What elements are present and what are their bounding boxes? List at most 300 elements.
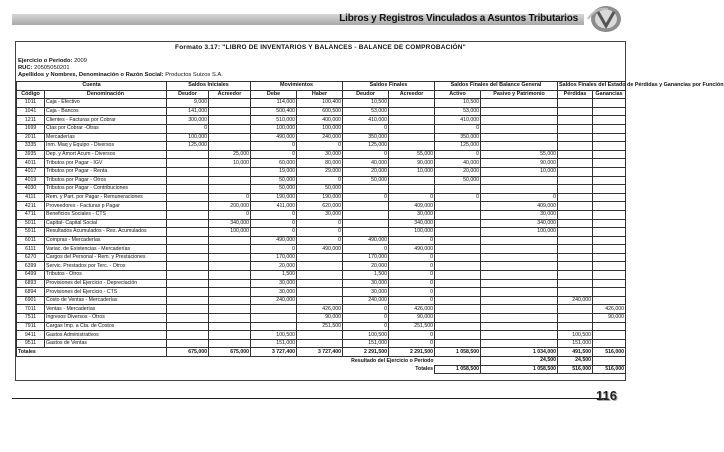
final-total-cell: 516,000 bbox=[593, 365, 626, 374]
amount-cell bbox=[209, 305, 251, 314]
period-value: 2009 bbox=[74, 58, 87, 64]
account-name: Tributos por Pagar - IGV bbox=[45, 159, 167, 168]
amount-cell: 10,000 bbox=[389, 167, 435, 176]
account-name: Inm. Maq y Equipo - Diversos bbox=[45, 142, 167, 151]
amount-cell bbox=[167, 193, 209, 202]
amount-cell: 0 bbox=[435, 124, 481, 133]
amount-cell: 100,000 bbox=[167, 133, 209, 142]
amount-cell: 30,000 bbox=[297, 210, 343, 219]
account-name: Capital- Capital Social bbox=[45, 219, 167, 228]
amount-cell: 350,000 bbox=[343, 133, 389, 142]
account-code: 1011 bbox=[17, 99, 45, 108]
amount-cell bbox=[593, 159, 626, 168]
amount-cell bbox=[435, 185, 481, 194]
table-row bbox=[17, 279, 626, 288]
account-name: Beneficios Sociales - CTS bbox=[45, 210, 167, 219]
amount-cell bbox=[167, 159, 209, 168]
amount-cell: 90,000 bbox=[389, 314, 435, 323]
amount-cell: 0 bbox=[297, 219, 343, 228]
account-code: 6270 bbox=[17, 253, 45, 262]
amount-cell bbox=[435, 253, 481, 262]
amount-cell bbox=[209, 133, 251, 142]
account-code: 4019 bbox=[17, 176, 45, 185]
amount-cell bbox=[558, 116, 593, 125]
amount-cell: 80,000 bbox=[297, 159, 343, 168]
amount-cell: 125,000 bbox=[167, 142, 209, 151]
amount-cell: 114,000 bbox=[251, 99, 297, 108]
amount-cell: 55,000 bbox=[389, 150, 435, 159]
col-denominacion: Denominación bbox=[45, 90, 167, 99]
amount-cell: 90,000 bbox=[481, 159, 558, 168]
amount-cell bbox=[435, 314, 481, 323]
amount-cell: 340,000 bbox=[209, 219, 251, 228]
amount-cell bbox=[389, 116, 435, 125]
amount-cell: 0 bbox=[389, 279, 435, 288]
amount-cell bbox=[435, 219, 481, 228]
amount-cell: 125,000 bbox=[435, 142, 481, 151]
amount-cell: 30,000 bbox=[251, 288, 297, 297]
table-row bbox=[17, 322, 626, 331]
amount-cell bbox=[481, 107, 558, 116]
col-ganancias: Ganancias bbox=[593, 90, 626, 99]
amount-cell: 240,000 bbox=[558, 296, 593, 305]
amount-cell: 251,500 bbox=[297, 322, 343, 331]
amount-cell: 53,000 bbox=[435, 107, 481, 116]
account-code: 6894 bbox=[17, 288, 45, 297]
account-name: Resultados Acumulados - Res. Acumulados bbox=[45, 228, 167, 237]
account-code: 4211 bbox=[17, 202, 45, 211]
amount-cell: 410,000 bbox=[343, 116, 389, 125]
amount-cell bbox=[435, 305, 481, 314]
amount-cell: 600,500 bbox=[297, 107, 343, 116]
company-line bbox=[18, 72, 223, 78]
table-row bbox=[17, 142, 626, 151]
amount-cell bbox=[593, 236, 626, 245]
total-cell: 491,500 bbox=[558, 348, 593, 357]
amount-cell: 240,000 bbox=[251, 296, 297, 305]
amount-cell: 30,000 bbox=[481, 210, 558, 219]
table-row bbox=[17, 245, 626, 254]
amount-cell bbox=[593, 150, 626, 159]
amount-cell: 0 bbox=[343, 150, 389, 159]
amount-cell bbox=[343, 219, 389, 228]
amount-cell bbox=[209, 314, 251, 323]
account-name: Cargas Imp. a Cta. de Costos bbox=[45, 322, 167, 331]
company-value: Productos Suizos S.A. bbox=[165, 72, 223, 78]
col-fin-acreedor: Acreedor bbox=[389, 90, 435, 99]
amount-cell: 20,000 bbox=[343, 262, 389, 271]
column-header-row bbox=[17, 90, 626, 99]
amount-cell bbox=[435, 210, 481, 219]
amount-cell: 490,000 bbox=[251, 133, 297, 142]
amount-cell bbox=[209, 245, 251, 254]
account-name: Dep. y Amort Acum - Diversos bbox=[45, 150, 167, 159]
amount-cell bbox=[558, 322, 593, 331]
amount-cell: 50,000 bbox=[297, 185, 343, 194]
amount-cell: 10,000 bbox=[481, 167, 558, 176]
amount-cell bbox=[167, 288, 209, 297]
amount-cell bbox=[209, 288, 251, 297]
table-row bbox=[17, 271, 626, 280]
account-name: Caja - Efectivo bbox=[45, 99, 167, 108]
amount-cell bbox=[593, 245, 626, 254]
total-cell: 675,000 bbox=[167, 348, 209, 357]
account-name: Cargos del Personal - Rem. y Prestaciones bbox=[45, 253, 167, 262]
amount-cell bbox=[558, 245, 593, 254]
table-row bbox=[17, 116, 626, 125]
amount-cell: 50,000 bbox=[251, 176, 297, 185]
amount-cell: 0 bbox=[343, 322, 389, 331]
amount-cell: 0 bbox=[251, 228, 297, 237]
amount-cell bbox=[435, 271, 481, 280]
amount-cell bbox=[593, 219, 626, 228]
final-totals-label: Totales bbox=[415, 365, 434, 372]
amount-cell: 190,000 bbox=[251, 193, 297, 202]
amount-cell: 50,000 bbox=[435, 176, 481, 185]
amount-cell bbox=[558, 210, 593, 219]
amount-cell: 400,000 bbox=[297, 116, 343, 125]
group-cuenta: Cuenta bbox=[17, 82, 167, 91]
amount-cell bbox=[481, 236, 558, 245]
amount-cell: 300,000 bbox=[167, 116, 209, 125]
amount-cell: 426,000 bbox=[389, 305, 435, 314]
amount-cell bbox=[481, 176, 558, 185]
amount-cell: 0 bbox=[389, 262, 435, 271]
total-cell: 2 291,500 bbox=[389, 348, 435, 357]
table-row bbox=[17, 296, 626, 305]
table-row bbox=[17, 210, 626, 219]
amount-cell: 30,000 bbox=[343, 279, 389, 288]
header-title: Libros y Registros Vinculados a Asuntos Tributarios bbox=[339, 13, 578, 24]
resultado-row bbox=[17, 357, 626, 366]
amount-cell bbox=[593, 288, 626, 297]
group-balance: Saldos Finales del Balance General bbox=[435, 82, 558, 91]
resultado-pasivo: 24,500 bbox=[481, 357, 558, 366]
amount-cell bbox=[558, 99, 593, 108]
amount-cell: 100,500 bbox=[251, 331, 297, 340]
account-code: 2011 bbox=[17, 133, 45, 142]
group-perdidas: Saldos Finales del Estado de Pérdidas y Ganancias por Función bbox=[559, 82, 724, 89]
amount-cell: 90,000 bbox=[297, 314, 343, 323]
amount-cell bbox=[209, 339, 251, 348]
amount-cell bbox=[209, 236, 251, 245]
amount-cell bbox=[481, 288, 558, 297]
amount-cell bbox=[167, 150, 209, 159]
amount-cell bbox=[251, 322, 297, 331]
amount-cell bbox=[209, 279, 251, 288]
amount-cell bbox=[481, 262, 558, 271]
amount-cell bbox=[297, 253, 343, 262]
amount-cell bbox=[593, 253, 626, 262]
amount-cell bbox=[209, 322, 251, 331]
amount-cell bbox=[167, 331, 209, 340]
table-row bbox=[17, 176, 626, 185]
total-cell: 1 034,000 bbox=[481, 348, 558, 357]
amount-cell: 0 bbox=[389, 339, 435, 348]
amount-cell: 0 bbox=[343, 314, 389, 323]
amount-cell bbox=[593, 339, 626, 348]
amount-cell: 100,000 bbox=[481, 228, 558, 237]
amount-cell bbox=[558, 124, 593, 133]
amount-cell bbox=[297, 279, 343, 288]
table-row bbox=[17, 228, 626, 237]
table-row bbox=[17, 107, 626, 116]
amount-cell: 251,500 bbox=[389, 322, 435, 331]
amount-cell bbox=[435, 322, 481, 331]
amount-cell bbox=[167, 167, 209, 176]
amount-cell bbox=[481, 124, 558, 133]
amount-cell bbox=[481, 133, 558, 142]
amount-cell: 0 bbox=[209, 193, 251, 202]
col-fin-deudor: Deudor bbox=[343, 90, 389, 99]
account-code: 9511 bbox=[17, 339, 45, 348]
amount-cell: 510,000 bbox=[251, 116, 297, 125]
amount-cell bbox=[167, 219, 209, 228]
table-row bbox=[17, 262, 626, 271]
amount-cell bbox=[167, 305, 209, 314]
amount-cell bbox=[558, 107, 593, 116]
amount-cell bbox=[481, 331, 558, 340]
amount-cell bbox=[593, 142, 626, 151]
empty-cell bbox=[435, 357, 481, 366]
account-code: 6011 bbox=[17, 236, 45, 245]
account-name: Mercaderías bbox=[45, 133, 167, 142]
amount-cell bbox=[558, 262, 593, 271]
page-number: 116 bbox=[596, 388, 617, 403]
amount-cell: 0 bbox=[435, 150, 481, 159]
account-code: 4011 bbox=[17, 159, 45, 168]
amount-cell bbox=[593, 296, 626, 305]
amount-cell bbox=[167, 176, 209, 185]
account-code: 4711 bbox=[17, 210, 45, 219]
amount-cell bbox=[297, 296, 343, 305]
amount-cell bbox=[167, 245, 209, 254]
amount-cell bbox=[343, 185, 389, 194]
amount-cell bbox=[435, 339, 481, 348]
amount-cell: 100,000 bbox=[389, 228, 435, 237]
amount-cell: 170,000 bbox=[343, 253, 389, 262]
amount-cell: 151,000 bbox=[251, 339, 297, 348]
amount-cell bbox=[389, 133, 435, 142]
ruc-value: 20505050201 bbox=[34, 65, 70, 71]
amount-cell: 100,500 bbox=[343, 331, 389, 340]
table-row bbox=[17, 339, 626, 348]
amount-cell bbox=[558, 193, 593, 202]
footer-rule bbox=[12, 398, 606, 399]
amount-cell: 0 bbox=[389, 253, 435, 262]
account-name: Ventas - Mercaderías bbox=[45, 305, 167, 314]
balance-table bbox=[16, 81, 724, 374]
resultado-label: Resultado del Ejercicio o Periodo bbox=[351, 357, 434, 364]
empty-cell bbox=[593, 357, 626, 366]
amount-cell bbox=[389, 107, 435, 116]
amount-cell bbox=[389, 99, 435, 108]
amount-cell bbox=[558, 185, 593, 194]
amount-cell: 10,500 bbox=[343, 99, 389, 108]
account-name: Proveedores - Facturas p Pagar bbox=[45, 202, 167, 211]
final-total-cell: 1 058,500 bbox=[435, 365, 481, 374]
amount-cell bbox=[558, 142, 593, 151]
table-row bbox=[17, 99, 626, 108]
amount-cell: 9,000 bbox=[167, 99, 209, 108]
amount-cell bbox=[435, 279, 481, 288]
amount-cell bbox=[558, 305, 593, 314]
account-name: Gastos Administrativos bbox=[45, 331, 167, 340]
amount-cell: 340,000 bbox=[481, 219, 558, 228]
amount-cell bbox=[558, 228, 593, 237]
amount-cell: 410,000 bbox=[435, 116, 481, 125]
amount-cell: 190,000 bbox=[297, 193, 343, 202]
amount-cell bbox=[209, 99, 251, 108]
amount-cell: 90,000 bbox=[593, 314, 626, 323]
amount-cell: 20,000 bbox=[435, 167, 481, 176]
table-row bbox=[17, 193, 626, 202]
amount-cell: 0 bbox=[251, 142, 297, 151]
amount-cell: 141,000 bbox=[167, 107, 209, 116]
amount-cell bbox=[167, 228, 209, 237]
account-code: 5011 bbox=[17, 219, 45, 228]
amount-cell bbox=[593, 210, 626, 219]
account-code: 3935 bbox=[17, 150, 45, 159]
amount-cell bbox=[558, 167, 593, 176]
publisher-logo-icon bbox=[584, 3, 624, 35]
amount-cell bbox=[558, 159, 593, 168]
amount-cell bbox=[481, 279, 558, 288]
account-name: Tributos por Pagar - Otros bbox=[45, 176, 167, 185]
amount-cell: 20,000 bbox=[251, 262, 297, 271]
amount-cell: 0 bbox=[435, 193, 481, 202]
account-name: Variac. de Existencias - Mercaderías bbox=[45, 245, 167, 254]
amount-cell: 100,500 bbox=[558, 331, 593, 340]
amount-cell bbox=[435, 245, 481, 254]
account-name: Provisiones del Ejercicio - Depreciación bbox=[45, 279, 167, 288]
amount-cell bbox=[558, 314, 593, 323]
period-label: Ejercicio o Periodo: bbox=[18, 58, 73, 64]
account-name: Tributos por Pagar - Contribuciones bbox=[45, 185, 167, 194]
amount-cell bbox=[593, 167, 626, 176]
amount-cell bbox=[209, 262, 251, 271]
col-ini-deudor: Deudor bbox=[167, 90, 209, 99]
table-row bbox=[17, 167, 626, 176]
amount-cell bbox=[481, 271, 558, 280]
amount-cell bbox=[251, 314, 297, 323]
amount-cell bbox=[435, 331, 481, 340]
account-name: Ingresos Diversos - Otros bbox=[45, 314, 167, 323]
amount-cell bbox=[209, 167, 251, 176]
amount-cell: 0 bbox=[389, 271, 435, 280]
amount-cell bbox=[167, 314, 209, 323]
account-code: 1211 bbox=[17, 116, 45, 125]
amount-cell: 411,000 bbox=[251, 202, 297, 211]
amount-cell bbox=[389, 124, 435, 133]
amount-cell bbox=[167, 296, 209, 305]
account-name: Gastos de Ventas bbox=[45, 339, 167, 348]
amount-cell bbox=[297, 331, 343, 340]
table-row bbox=[17, 331, 626, 340]
amount-cell bbox=[389, 185, 435, 194]
amount-cell bbox=[593, 185, 626, 194]
amount-cell: 55,000 bbox=[481, 150, 558, 159]
amount-cell: 40,000 bbox=[343, 159, 389, 168]
amount-cell: 426,000 bbox=[593, 305, 626, 314]
amount-cell: 0 bbox=[343, 305, 389, 314]
amount-cell bbox=[209, 271, 251, 280]
account-code: 1699 bbox=[17, 124, 45, 133]
amount-cell: 0 bbox=[343, 193, 389, 202]
amount-cell bbox=[481, 245, 558, 254]
amount-cell bbox=[435, 262, 481, 271]
account-code: 7011 bbox=[17, 305, 45, 314]
amount-cell bbox=[593, 193, 626, 202]
amount-cell bbox=[593, 262, 626, 271]
amount-cell: 0 bbox=[389, 296, 435, 305]
group-iniciales: Saldos Iniciales bbox=[167, 82, 251, 91]
account-name: Costo de Ventas - Mercaderías bbox=[45, 296, 167, 305]
amount-cell: 0 bbox=[209, 210, 251, 219]
ruc-label: RUC: bbox=[18, 65, 33, 71]
amount-cell: 426,000 bbox=[297, 305, 343, 314]
amount-cell: 100,400 bbox=[297, 99, 343, 108]
amount-cell: 0 bbox=[251, 219, 297, 228]
account-code: 6893 bbox=[17, 279, 45, 288]
account-name: Compras - Mercaderías bbox=[45, 236, 167, 245]
amount-cell bbox=[481, 116, 558, 125]
amount-cell: 350,000 bbox=[435, 133, 481, 142]
total-cell: 516,000 bbox=[593, 348, 626, 357]
amount-cell bbox=[167, 271, 209, 280]
amount-cell: 100,000 bbox=[209, 228, 251, 237]
account-code: 5911 bbox=[17, 228, 45, 237]
amount-cell bbox=[167, 279, 209, 288]
amount-cell bbox=[297, 288, 343, 297]
table-row bbox=[17, 202, 626, 211]
total-cell: 3 727,400 bbox=[251, 348, 297, 357]
group-header-row bbox=[17, 82, 626, 91]
amount-cell: 0 bbox=[297, 176, 343, 185]
account-code: 7911 bbox=[17, 322, 45, 331]
account-code: 6399 bbox=[17, 262, 45, 271]
total-cell: 3 727,400 bbox=[297, 348, 343, 357]
table-row bbox=[17, 185, 626, 194]
amount-cell bbox=[435, 288, 481, 297]
amount-cell bbox=[558, 150, 593, 159]
amount-cell bbox=[593, 202, 626, 211]
col-activo: Activo bbox=[435, 90, 481, 99]
amount-cell: 50,000 bbox=[251, 185, 297, 194]
amount-cell: 0 bbox=[343, 245, 389, 254]
amount-cell bbox=[593, 133, 626, 142]
amount-cell: 620,000 bbox=[297, 202, 343, 211]
final-totals-row bbox=[17, 365, 626, 374]
amount-cell bbox=[558, 202, 593, 211]
amount-cell: 0 bbox=[389, 331, 435, 340]
amount-cell: 100,000 bbox=[251, 124, 297, 133]
totals-label: Totales bbox=[17, 348, 167, 357]
amount-cell bbox=[593, 107, 626, 116]
company-label: Apellidos y Nombres, Denominación o Razón Social: bbox=[18, 72, 164, 78]
period-line bbox=[18, 58, 87, 64]
account-name: Servic. Prestados por Terc. - Otros bbox=[45, 262, 167, 271]
amount-cell bbox=[593, 99, 626, 108]
amount-cell: 0 bbox=[297, 236, 343, 245]
amount-cell bbox=[481, 322, 558, 331]
amount-cell: 0 bbox=[167, 124, 209, 133]
amount-cell bbox=[481, 142, 558, 151]
ruc-line bbox=[18, 65, 70, 71]
amount-cell bbox=[167, 253, 209, 262]
amount-cell bbox=[593, 279, 626, 288]
amount-cell: 409,000 bbox=[481, 202, 558, 211]
